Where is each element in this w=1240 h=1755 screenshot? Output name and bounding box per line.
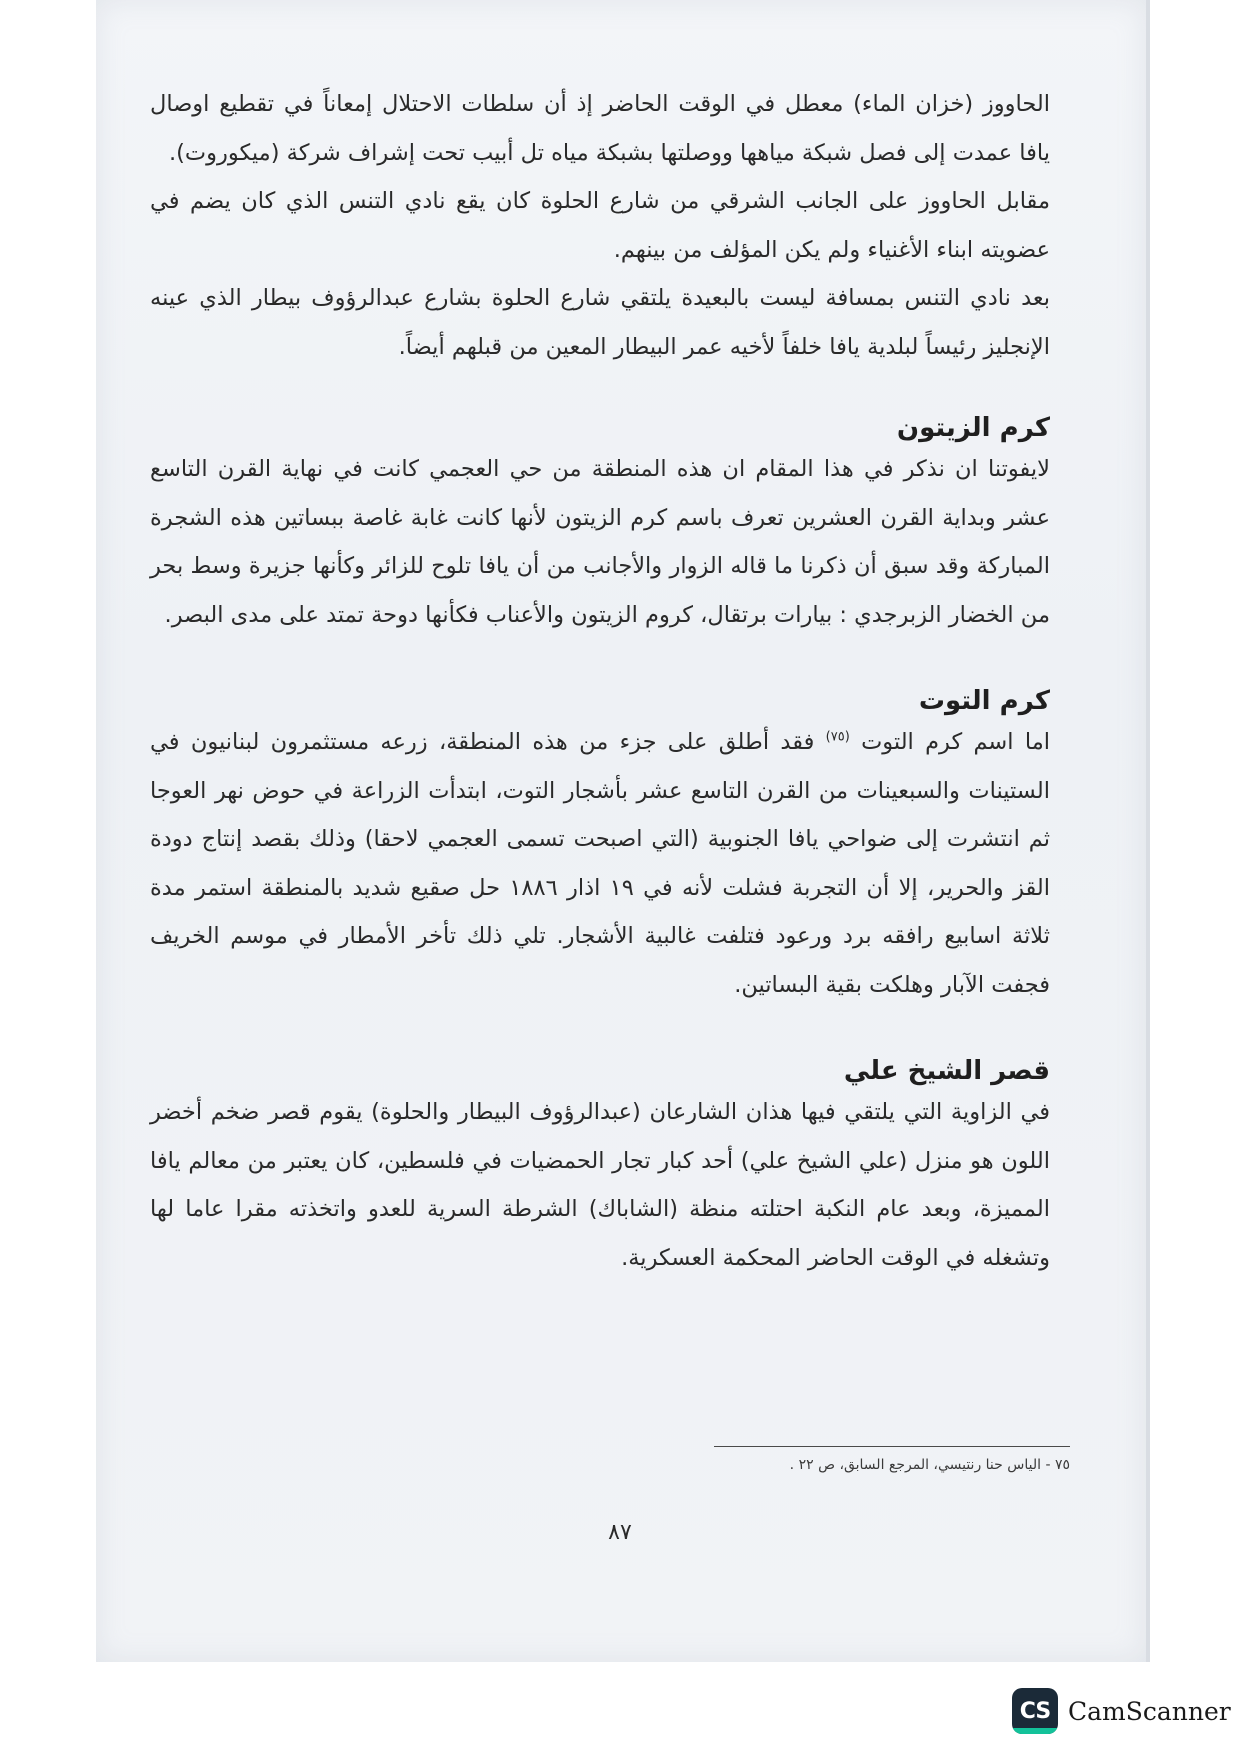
camscanner-app-name: CamScanner (1068, 1696, 1231, 1726)
page-edge (1146, 0, 1150, 1662)
heading-karm-toot: كرم التوت (918, 686, 1050, 716)
page-body (150, 80, 1050, 1282)
camscanner-watermark (1012, 1688, 1231, 1734)
camscanner-logo-icon: CS (1012, 1688, 1058, 1734)
footnote-text: ٧٥ - الياس حنا رنتيسي، المرجع السابق، ص ٢٢ . (789, 1457, 1070, 1473)
paragraph-bitar-street: بعد نادي التنس بمسافة ليست بالبعيدة يلتقي شارع الحلوة بشارع عبدالرؤوف بيطار الذي عينه الإنجليز رئيساً لبلدية يافا خلفاً لأخيه عمر البيطار المعين من قبلهم أيضاً. (150, 285, 1050, 360)
footnote-reference[interactable]: (٧٥) (825, 729, 850, 745)
paragraph-karm-zaytoun: لايفوتنا ان نذكر في هذا المقام ان هذه المنطقة من حي العجمي كانت في نهاية القرن التاسع عشر وبداية القرن العشرين تعرف باسم كرم الزيتون لأنها كانت غابة غاصة ببساتين هذه الشجرة المباركة وقد سبق أن ذكرنا ما قاله الزوار والأجانب من أن يافا تلوح للزائر وكأنها جزيرة وسط بحر من الخضار الزبرجدي : بيارات برتقال، كروم الزيتون والأعناب فكأنها دوحة تمتد على مدى البصر. (150, 456, 1050, 628)
paragraph-hawooz: الحاووز (خزان الماء) معطل في الوقت الحاضر إذ أن سلطات الاحتلال إمعاناً في تقطيع اوصال يافا عمدت إلى فصل شبكة مياهها ووصلتها بشبكة مياه تل أبيب تحت إشراف شركة (ميكوروت). (150, 91, 1050, 166)
heading-karm-zaytoun: كرم الزيتون (896, 413, 1050, 443)
footnote-divider (714, 1446, 1070, 1447)
page-number: ٨٧ (608, 1520, 632, 1545)
toot-intro-text: اما اسم كرم التوت (861, 729, 1051, 755)
paragraph-karm-toot (150, 718, 1050, 1009)
paragraph-tennis-club: مقابل الحاووز على الجانب الشرقي من شارع الحلوة كان يقع نادي التنس الذي كان يضم في عضويته ابناء الأغنياء ولم يكن المؤلف من بينهم. (150, 188, 1050, 263)
paragraph-qasr-sheikh-ali: في الزاوية التي يلتقي فيها هذان الشارعان (عبدالرؤوف البيطار والحلوة) يقوم قصر ضخم أخضر اللون هو منزل (علي الشيخ علي) أحد كبار تجار الحمضيات في فلسطين، كان يعتبر من معالم يافا المميزة، وبعد عام النكبة احتلته منظة (الشاباك) الشرطة السرية للعدو واتخذته مقرا عاما لها وتشغله في الوقت الحاضر المحكمة العسكرية. (150, 1099, 1050, 1271)
toot-rest-text: فقد أطلق على جزء من هذه المنطقة، زرعه مستثمرون لبنانيون في الستينات والسبعينات من القرن التاسع عشر بأشجار التوت، ابتدأت الزراعة في حوض نهر العوجا ثم انتشرت إلى ضواحي يافا الجنوبية (التي اصبحت تسمى العجمي لاحقا) وذلك بقصد إنتاج دودة القز والحرير، إلا أن التجربة فشلت لأنه في ١٩ اذار ١٨٨٦ حل صقيع شديد بالمنطقة استمر مدة ثلاثة اسابيع رافقه برد ورعود فتلفت غالبية الأشجار. تلي ذلك تأخر الأمطار في موسم الخريف فجفت الآبار وهلكت بقية البساتين. (150, 729, 1050, 998)
heading-qasr-sheikh-ali: قصر الشيخ علي (843, 1056, 1050, 1086)
